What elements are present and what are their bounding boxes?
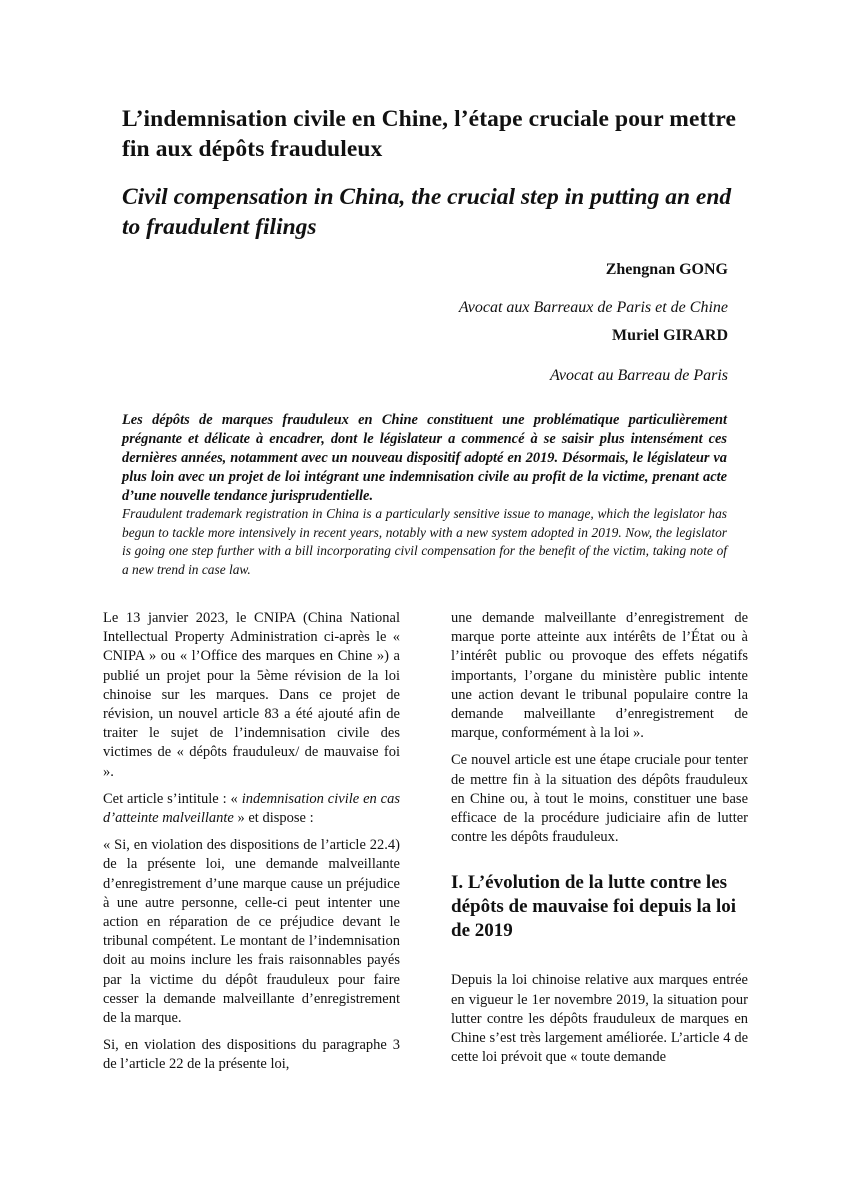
abstract-english: Fraudulent trademark registration in China is a particularly sensitive issue to manage, which the legislator has begun to tackle more intensively in recent years, notably with a new system adopted in 2019. Now, the legislator is going one step further with a bill incorporating civil compensation for the benefit of the victim, taking note of a new trend in case law. — [122, 506, 727, 578]
abstract-french: Les dépôts de marques frauduleux en Chine constituent une problématique particulièrement prégnante et délicate à encadrer, dont le législateur a commencé à se saisir plus intensément ces dernières années, notamment avec un nouveau dispositif adopté en 2019. Désormais, le législateur va plus loin avec un projet de loi intégrant une indemnisation civile au profit de la victime, prenant acte d’une nouvelle tendance jurisprudentielle. — [122, 412, 727, 504]
paragraph: Le 13 janvier 2023, le CNIPA (China National Intellectual Property Administration ci-après le « CNIPA » ou « l’Office des marques en Chine ») a publié un projet pour la 5ème révision de la loi chinoise sur les marques. Dans ce projet de révision, un nouvel article 83 a été ajouté afin de traiter le sujet de l’indemnisation civile des victimes de « dépôts frauduleux/ de mauvaise foi ». — [103, 610, 400, 780]
paragraph-quote: Si, en violation des dispositions du paragraphe 3 de l’article 22 de la présente loi, — [103, 1037, 400, 1073]
paragraph-text: » et dispose : — [233, 810, 314, 827]
author-role-girard: Avocat au Barreau de Paris — [549, 367, 728, 384]
title-french: L’indemnisation civile en Chine, l’étape cruciale pour mettre fin aux dépôts frauduleux — [122, 106, 737, 162]
paragraph-quote: une demande malveillante d’enregistrement de marque porte atteinte aux intérêts de l’État ou à l’intérêt public ou provoque des effets négatifs importants, l’organe du ministère public intente une action devant le tribunal populaire contre la demande malveillante d’enregistrement de marque, conformément à la loi ». — [451, 610, 748, 742]
article-title-italic: indemnisation civile en cas d’atteinte malveillante — [103, 790, 401, 827]
author-name-girard: Muriel GIRARD — [612, 327, 728, 344]
paragraph-text: Cet article s’intitule : « — [103, 790, 242, 807]
paragraph: Depuis la loi chinoise relative aux marques entrée en vigueur le 1er novembre 2019, la situation pour lutter contre les dépôts frauduleux de marques en Chine s’est très largement améliorée. L’article 4 de cette loi prévoit que « toute demande — [451, 972, 748, 1066]
body-column-left — [103, 609, 400, 1083]
title-english: Civil compensation in China, the crucial step in putting an end to fraudulent filings — [122, 184, 732, 240]
paragraph-quote: « Si, en violation des dispositions de l’article 22.4) de la présente loi, une demande malveillante d’enregistrement d’une marque cause un préjudice à une autre personne, celle-ci peut intenter une action en réparation de ce préjudice devant le tribunal compétent. Le montant de l’indemnisation doit au moins inclure les frais raisonnables payés par la victime du dépôt frauduleux pour faire cesser la demande malveillante d’enregistrement de la marque. — [103, 837, 400, 1027]
paragraph — [103, 790, 400, 828]
paragraph: Ce nouvel article est une étape cruciale pour tenter de mettre fin à la situation des dépôts frauduleux en Chine ou, à tout le moins, constituer une base efficace de la procédure judiciaire afin de lutter contre les dépôts frauduleux. — [451, 752, 748, 846]
author-role-gong: Avocat aux Barreaux de Paris et de Chine — [458, 299, 728, 316]
author-name-gong: Zhengnan GONG — [605, 261, 728, 278]
body-column-right — [451, 609, 748, 1075]
section-heading: I. L’évolution de la lutte contre les dépôts de mauvaise foi depuis la loi de 2019 — [451, 872, 737, 942]
